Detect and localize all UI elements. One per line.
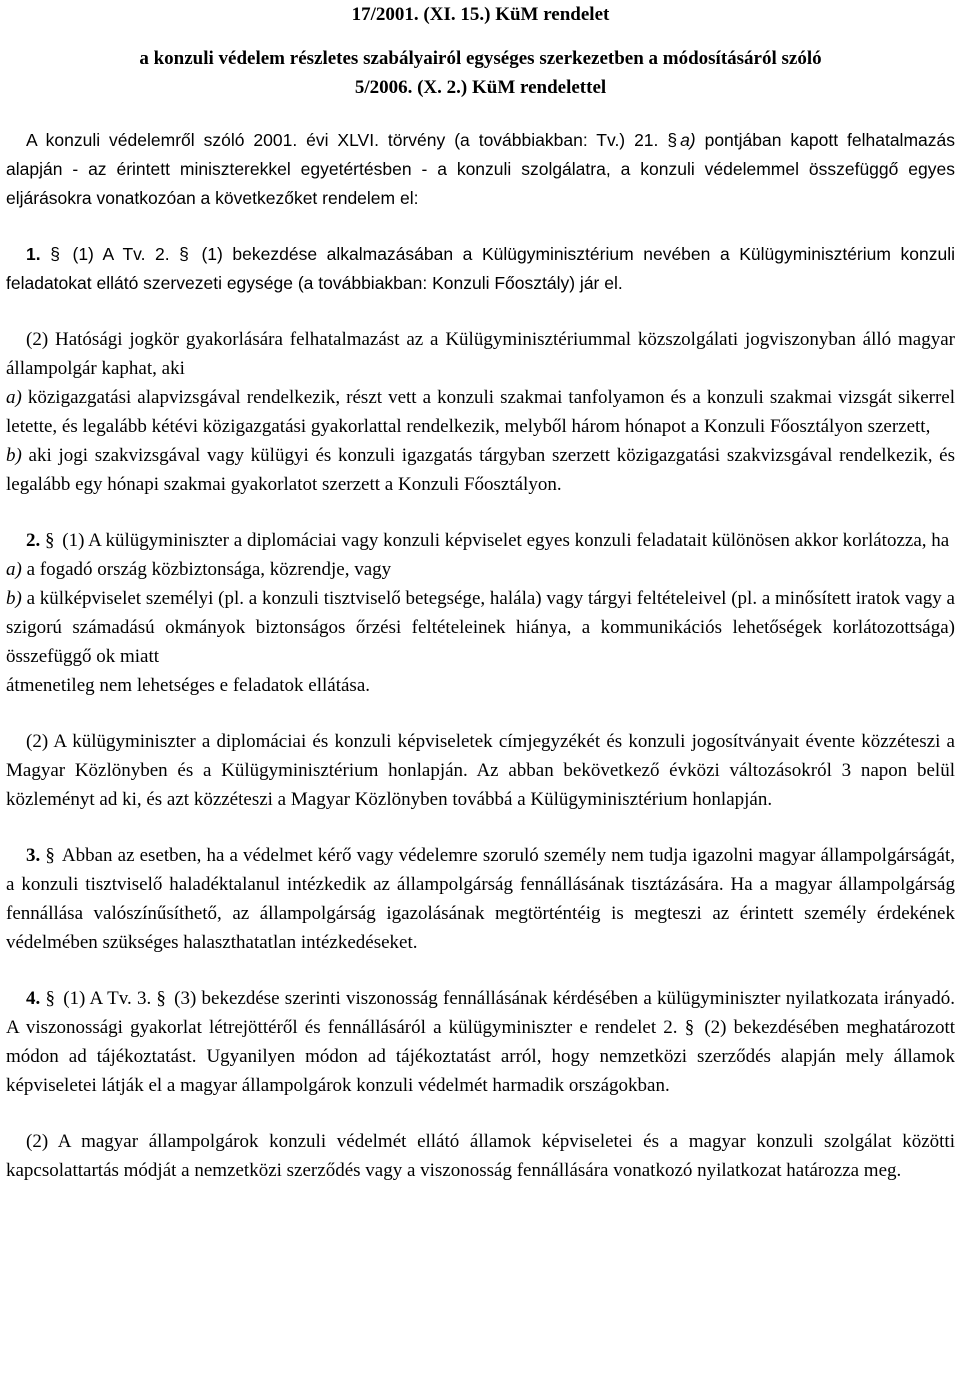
regulation-subtitle-cont: 5/2006. (X. 2.) KüM rendelettel bbox=[354, 77, 607, 98]
section-number: 4. bbox=[26, 988, 41, 1009]
spacer bbox=[6, 957, 955, 984]
section-sign: § bbox=[684, 1017, 695, 1038]
section-1-point-a: a) közigazgatási alapvizsgával rendelkezik, részt vett a konzuli szakmai tanfolyamon és a konzuli szakmai vizsgát sikerrel letette, és legalább kétévi közigazgatási gyakorlattal rendelkezik, melyből három hónapot a Konzuli Főosztályon szerzett, bbox=[6, 387, 955, 437]
regulation-title: 17/2001. (XI. 15.) KüM rendelet bbox=[351, 4, 610, 25]
section-sign: § bbox=[45, 845, 55, 866]
spacer bbox=[6, 814, 955, 841]
section-2-tail: átmenetileg nem lehetséges e feladatok ellátása. bbox=[6, 675, 370, 696]
section-number: 3. bbox=[26, 845, 41, 866]
section-sign: § bbox=[667, 130, 678, 150]
spacer bbox=[6, 499, 955, 526]
regulation-subtitle: a konzuli védelem részletes szabályairól egységes szerkezetben a módosításáról szóló bbox=[139, 48, 822, 69]
section-2-point-b: b) a külképviselet személyi (pl. a konzuli tisztviselő betegsége, halála) vagy tárgyi feltételeivel (pl. a minősített iratok vagy a szigorú számadású okmányok biztonságos őrzési feltételeinek hiánya, a kommunikációs lehetőségek korlátozottsága) összefüggő ok miatt bbox=[6, 588, 955, 667]
spacer bbox=[6, 1100, 955, 1127]
section-sign: § bbox=[156, 988, 166, 1009]
section-number: 1. bbox=[26, 244, 41, 264]
section-sign: § bbox=[45, 988, 55, 1009]
section-sign: § bbox=[179, 244, 189, 264]
section-2-para-2: (2) A külügyminiszter a diplomáciai és konzuli képviseletek címjegyzékét és konzuli jogosítványait évente közzéteszi a Magyar Közlönyben és a Külügyminisztérium honlapján. Az abban bekövetkező évközi változásokról 3 napon belül közleményt ad ki, és azt közzéteszi a Magyar Közlönyben továbbá a Külügyminisztérium honlapján. bbox=[6, 731, 955, 810]
section-sign: § bbox=[50, 244, 60, 264]
spacer bbox=[6, 213, 955, 240]
preamble: A konzuli védelemről szóló 2001. évi XLVI. törvény (a továbbiakban: Tv.) 21. § a) pontjában kapott felhatalmazás alapján - az érintett miniszterekkel egyetértésben - a konzuli szolgálatra, a konzuli védelemmel összefüggő egyes eljárásokra vonatkozóan a következőket rendelem el: bbox=[6, 130, 955, 208]
section-2-point-a: a) a fogadó ország közbiztonsága, közrendje, vagy bbox=[6, 559, 392, 580]
section-sign: § bbox=[45, 530, 55, 551]
spacer bbox=[6, 298, 955, 325]
spacer bbox=[6, 700, 955, 727]
section-3: 3. § Abban az esetben, ha a védelmet kérő vagy védelemre szoruló személy nem tudja igazolni magyar állampolgárságát, a konzuli tisztviselő haladéktalanul intézkedik az állampolgárság fennállásának tisztázására. Ha a magyar állampolgárság fennállása valószínűsíthető, az állampolgárság igazolásának megtörténtéig is megteszi az érintett személy érdekének védelmében szükséges halaszthatatlan intézkedéseket. bbox=[6, 845, 956, 953]
section-1-para-1: 1. § (1) A Tv. 2. § (1) bekezdése alkalmazásában a Külügyminisztérium nevében a Külügyminisztérium konzuli feladatokat ellátó szervezeti egysége (a továbbiakban: Konzuli Főosztály) jár el. bbox=[6, 244, 955, 293]
section-4-para-2: (2) A magyar állampolgárok konzuli védelmét ellátó államok képviseletei és a magyar konzuli szolgálat közötti kapcsolattartás módját a nemzetközi szerződés vagy a viszonosság fennállására vonatkozó nyilatkozat határozza meg. bbox=[6, 1131, 955, 1181]
section-1-para-2: (2) Hatósági jogkör gyakorlására felhatalmazást az a Külügyminisztériummal közszolgálati jogviszonyban álló magyar állampolgár kaphat, aki bbox=[6, 329, 955, 379]
spacer bbox=[6, 102, 955, 126]
section-2-para-1: 2. § (1) A külügyminiszter a diplomáciai vagy konzuli képviselet egyes konzuli feladatait különösen akkor korlátozza, ha bbox=[26, 530, 950, 551]
section-1-point-b: b) aki jogi szakvizsgával vagy külügyi és konzuli igazgatás tárgyban szerzett közigazgatási szakvizsgával rendelkezik, és legalább egy hónapi szakmai gyakorlatot szerzett a Konzuli Főosztályon. bbox=[6, 445, 955, 495]
section-number: 2. bbox=[26, 530, 41, 551]
section-4-para-1: 4. § (1) A Tv. 3. § (3) bekezdése szerinti viszonosság fennállásának kérdésében a külügyminiszter nyilatkozata irányadó. A viszonossági gyakorlat létrejöttéről és fennállásáról a külügyminiszter e rendelet 2. § (2) bekezdésében meghatározott módon ad tájékoztatást. Ugyanilyen módon ad tájékoztatást arról, hogy nemzetközi szerződés alapján mely államok képviseletei látják el a magyar állampolgárok konzuli védelmét harmadik országokban. bbox=[6, 988, 956, 1096]
